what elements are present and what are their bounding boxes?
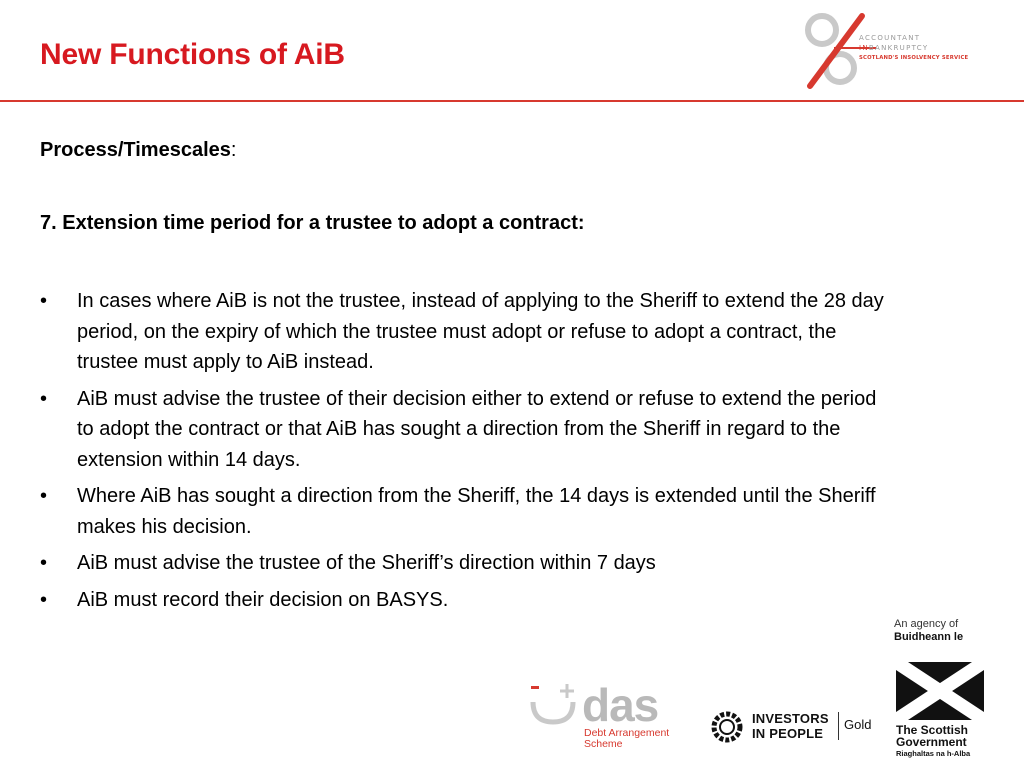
das-wordmark: das (582, 679, 659, 731)
list-item (40, 585, 890, 616)
scottish-government-name-line2: Government (896, 735, 967, 749)
section-heading-colon: : (230, 139, 237, 161)
das-caption (584, 728, 669, 750)
item-heading: 7. Extension time period for a trustee to adopt a contract: (40, 212, 585, 234)
iip-level: Gold (844, 717, 872, 732)
saltire-flag-icon (896, 662, 984, 720)
list-item (40, 384, 890, 476)
bullet-marker: • (40, 552, 48, 574)
bullet-marker: • (40, 387, 48, 410)
bullet-list (40, 286, 890, 621)
investors-in-people-logo (706, 706, 886, 748)
bullet-marker: • (40, 588, 48, 611)
aib-percent-icon (800, 10, 880, 94)
aib-logo-tagline: SCOTLAND'S INSOLVENCY SERVICE (859, 55, 969, 61)
slide-title: New Functions of AiB (40, 38, 345, 71)
das-logo (527, 680, 687, 750)
list-item (40, 548, 890, 579)
scottish-government-name-line1: The Scottish (896, 723, 969, 737)
das-caption-line2: Scheme (584, 738, 623, 750)
aib-logo-line2 (859, 44, 928, 52)
scottish-government-logo (894, 618, 1004, 758)
das-caption-line1: Debt Arrangement (584, 727, 670, 739)
list-item (40, 286, 890, 378)
laurel-wreath-icon (706, 706, 748, 748)
bullet-text: AiB must advise the trustee of the Sheriff’s direction within 7 days (77, 552, 656, 574)
iip-text (752, 711, 829, 741)
iip-divider (838, 712, 839, 740)
aib-logo (800, 10, 1000, 94)
bullet-marker: • (40, 485, 48, 507)
das-symbol-icon (527, 680, 583, 730)
section-heading-text: Process/Timescales (40, 139, 231, 161)
list-item (40, 481, 890, 542)
gaelic-name: Riaghaltas na h-Alba (896, 749, 971, 758)
iip-line1: INVESTORS (752, 711, 829, 726)
header-divider (0, 100, 1024, 102)
aib-logo-line1: ACCOUNTANT (859, 34, 921, 42)
aib-logo-in: IN (859, 44, 869, 52)
bullet-marker: • (40, 290, 48, 312)
section-heading (40, 139, 236, 162)
iip-line2: IN PEOPLE (752, 726, 824, 741)
aib-logo-bankruptcy: BANKRUPTCY (868, 44, 929, 52)
bullet-text: In cases where AiB is not the trustee, instead of applying to the Sheriff to extend the 28 day period, on the expiry of which the trustee must adopt or refuse to adopt a contract, the trustee must apply to AiB instead. (77, 290, 884, 373)
buidheann-le-label: Buidheann le (894, 631, 964, 643)
bullet-text: Where AiB has sought a direction from the Sheriff, the 14 days is extended until the Sheriff makes his decision. (77, 485, 876, 538)
bullet-text: AiB must record their decision on BASYS. (77, 588, 449, 611)
agency-of-label: An agency of (894, 618, 959, 630)
bullet-text: AiB must advise the trustee of their decision either to extend or refuse to extend the period to adopt the contract or that AiB has sought a direction from the Sheriff in regard to the extension within 14 days. (77, 387, 877, 471)
